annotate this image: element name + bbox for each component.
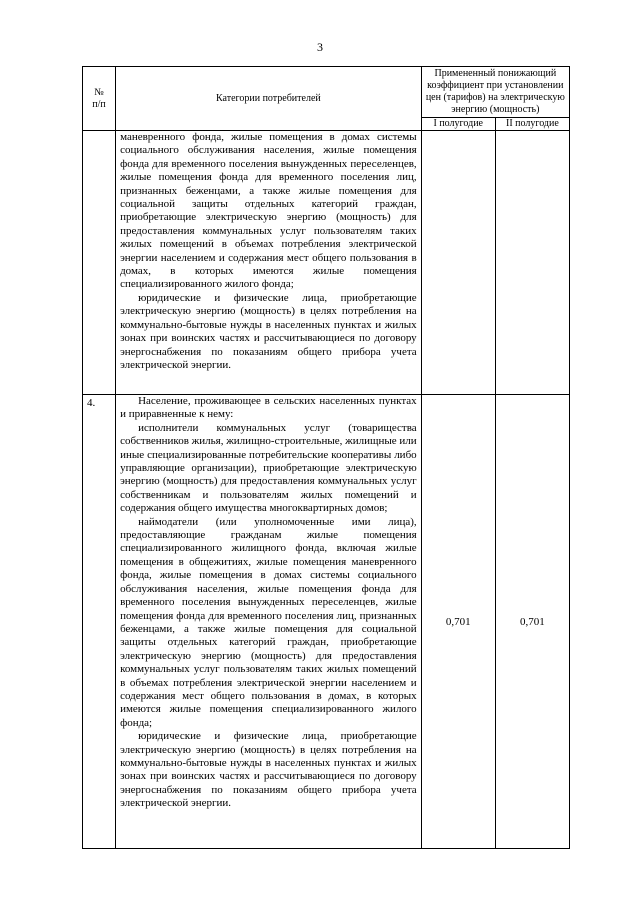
header-half1: I полугодие bbox=[421, 118, 495, 131]
row-half2-value: 0,701 bbox=[495, 395, 569, 849]
header-number-label: № п/п bbox=[92, 86, 106, 110]
header-number bbox=[83, 67, 116, 131]
category-paragraph: юридические и физические лица, приобретающие электрическую энергию (мощность) в целях потребления на коммунально-бытовые нужды в населенных пунктах и жилых зонах при воинских частях и рассчитывающиеся по договору энергоснабжения по показаниям общего прибора учета электрической энергии. bbox=[120, 291, 417, 371]
table-row bbox=[83, 131, 570, 395]
page-number: 3 bbox=[317, 40, 323, 54]
category-paragraph: маневренного фонда, жилые помещения в домах системы социального обслуживания населения, жилые помещения фонда для временного поселения вынужденных переселенцев, жилые помещения фонда для временного поселения лиц, признанных беженцами, а также жилые помещения для социальной защиты отдельных категорий граждан, приобретающие электрическую энергию (мощность) для предоставления коммунальных услуг пользователям таких жилых помещений в объемах потребления электрической энергии населением и содержания мест общего пользования в домах, в которых имеются жилые помещения специализированного жилого фонда; bbox=[120, 131, 417, 291]
header-coefficient: Примененный понижающий коэффициент при установлении цен (тарифов) на электрическую энергию (мощность) bbox=[421, 67, 569, 118]
tariff-table bbox=[82, 66, 570, 849]
row-half1-value: 0,701 bbox=[421, 395, 495, 849]
row-number bbox=[83, 131, 116, 395]
category-paragraph: юридические и физические лица, приобретающие электрическую энергию (мощность) в целях потребления на коммунально-бытовые нужды в населенных пунктах и жилых зонах при воинских частях и рассчитывающиеся по договору энергоснабжения по показаниям общего прибора учета электрической энергии. bbox=[120, 730, 417, 810]
table-row bbox=[83, 395, 570, 849]
header-category: Категории потребителей bbox=[116, 67, 422, 131]
table-header-row bbox=[83, 67, 570, 118]
row-half1-value bbox=[421, 131, 495, 395]
row-half2-value bbox=[495, 131, 569, 395]
row-number: 4. bbox=[83, 395, 116, 849]
row-category bbox=[116, 131, 422, 395]
category-paragraph: исполнители коммунальных услуг (товарищества собственников жилья, жилищно-строительные, жилищные или иные специализированные потребительские кооперативы либо управляющие организации), приобретающие электрическую энергию (мощность) для предоставления коммунальных услуг собственникам и пользователям жилых помещений и содержания общего имущества многоквартирных домов; bbox=[120, 421, 417, 515]
row-category bbox=[116, 395, 422, 849]
category-paragraph: Население, проживающее в сельских населенных пунктах и приравненные к нему: bbox=[120, 395, 417, 421]
header-half2: II полугодие bbox=[495, 118, 569, 131]
category-paragraph: наймодатели (или уполномоченные ими лица), предоставляющие гражданам жилые помещения специализированного жилищного фонда, включая жилые помещения в общежитиях, жилые помещения маневренного фонда, жилые помещения в домах системы социального обслуживания населения, жилые помещения фонда для временного поселения вынужденных переселенцев, жилые помещения фонда для временного поселения лиц, признанных беженцами, а также жилые помещения для социальной защиты отдельных категорий граждан, приобретающие электрическую энергию (мощность) для предоставления коммунальных услуг пользователям таких жилых помещений в объемах потребления электрической энергии населением и содержания мест общего пользования в домах, в которых имеются жилые помещения специализированного жилого фонда; bbox=[120, 515, 417, 729]
